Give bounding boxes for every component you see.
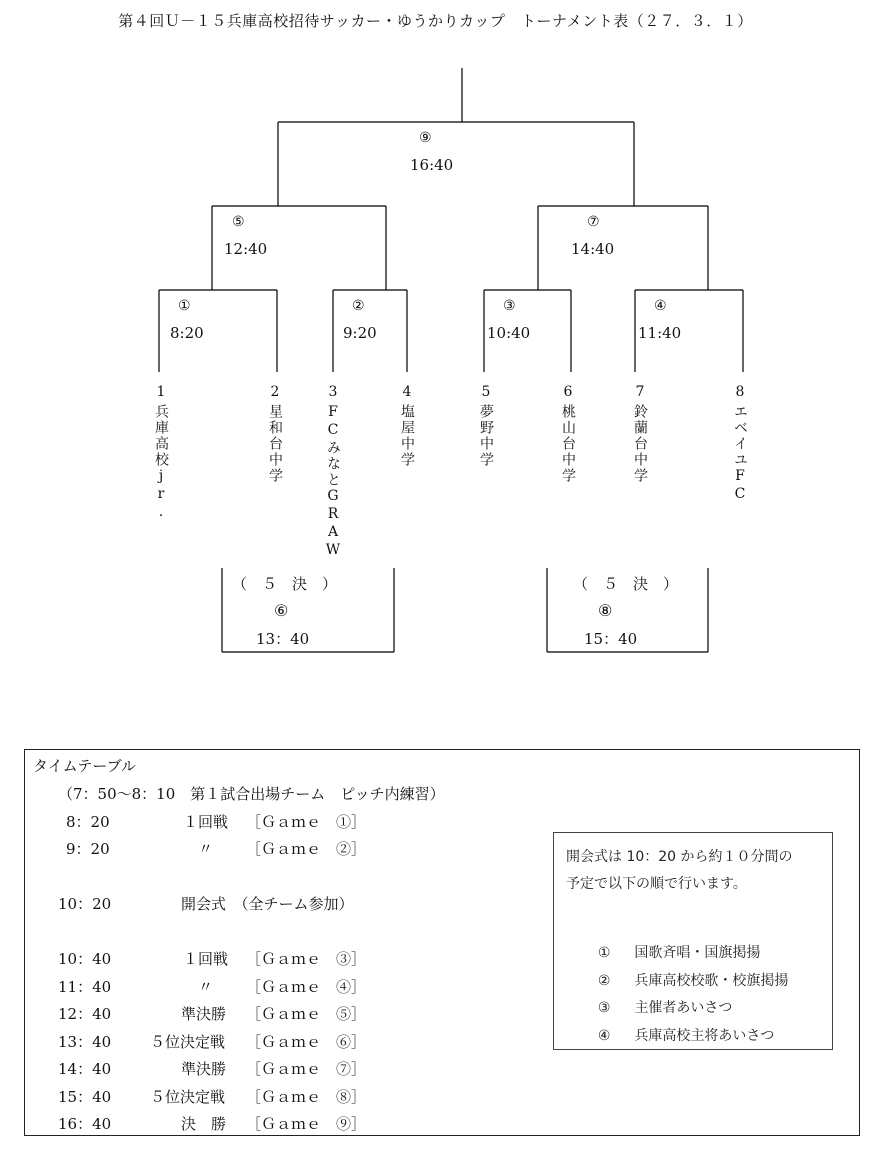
- timetable-row-8-game: ［Ｇａｍｅ ⑦］: [246, 1060, 367, 1078]
- timetable-row-7-game: ［Ｇａｍｅ ⑥］: [246, 1033, 367, 1051]
- team-7-number: 7: [635, 384, 645, 400]
- match-7-time: 14:40: [571, 240, 615, 258]
- timetable-row-7-event: ５位決定戦: [150, 1033, 226, 1051]
- timetable-row-4-time: 10：40: [58, 950, 112, 968]
- timetable-row-9-event: ５位決定戦: [150, 1088, 226, 1106]
- timetable-row-2-event: 〃: [198, 840, 214, 858]
- consolation-6-time: 13：40: [256, 630, 310, 648]
- match-1-time: 8:20: [170, 324, 204, 342]
- notice-item-2-number: ②: [597, 973, 611, 989]
- timetable-row-6-event: 準決勝: [181, 1005, 227, 1023]
- page-title: 第４回Ｕ－１５兵庫高校招待サッカー・ゆうかりカップ トーナメント表（２７．３．１）: [118, 12, 753, 30]
- timetable-row-2-time: 9：20: [66, 840, 110, 858]
- consolation-6-number: ⑥: [274, 601, 289, 620]
- team-8-number: 8: [735, 384, 745, 400]
- timetable-row-8-time: 14：40: [58, 1060, 112, 1078]
- match-4-time: 11:40: [638, 324, 682, 342]
- notice-item-4-text: 兵庫高校主将あいさつ: [634, 1028, 775, 1044]
- match-3-number: ③: [503, 298, 516, 314]
- opening-ceremony-notice: [553, 832, 833, 1050]
- team-7-name: 鈴蘭台中学: [632, 404, 648, 484]
- match-4-number: ④: [654, 298, 667, 314]
- timetable-warmup: （7：50～8：10 第１試合出場チーム ピッチ内練習）: [58, 785, 445, 803]
- team-6-number: 6: [563, 384, 573, 400]
- match-9-number: ⑨: [419, 130, 432, 146]
- consolation-8-number: ⑧: [598, 601, 613, 620]
- timetable-row-6-game: ［Ｇａｍｅ ⑤］: [246, 1005, 367, 1023]
- match-9-time: 16:40: [410, 156, 454, 174]
- team-4-number: 4: [402, 384, 412, 400]
- team-1-name: 兵庫高校jr.: [153, 404, 169, 522]
- team-6-name: 桃山台中学: [560, 404, 576, 484]
- notice-item-4-number: ④: [597, 1028, 611, 1044]
- notice-line-1: 開会式は 10：20 から約１０分間の: [566, 849, 793, 865]
- team-2-name: 星和台中学: [267, 404, 283, 484]
- timetable-row-10-event: 決 勝: [181, 1115, 227, 1133]
- notice-line-2: 予定で以下の順で行います。: [566, 876, 747, 892]
- team-4-name: 塩屋中学: [399, 404, 415, 468]
- team-2-number: 2: [270, 384, 280, 400]
- team-1-number: 1: [156, 384, 166, 400]
- team-5-number: 5: [481, 384, 491, 400]
- consolation-8-time: 15：40: [584, 630, 638, 648]
- timetable-row-8-event: 準決勝: [181, 1060, 227, 1078]
- timetable-row-9-game: ［Ｇａｍｅ ⑧］: [246, 1088, 367, 1106]
- notice-item-4: [580, 1009, 774, 1061]
- notice-item-3-text: 主催者あいさつ: [634, 1000, 733, 1016]
- timetable-row-3-time: 10：20: [58, 895, 112, 913]
- notice-item-1-text: 国歌斉唱・国旗掲揚: [634, 945, 761, 961]
- team-8-name: エベイユFC: [732, 404, 748, 504]
- notice-item-1-number: ①: [597, 945, 611, 961]
- match-5-time: 12:40: [224, 240, 268, 258]
- match-3-time: 10:40: [487, 324, 531, 342]
- notice-item-2-text: 兵庫高校校歌・校旗掲揚: [634, 973, 789, 989]
- timetable-row-4-event: １回戦: [183, 950, 229, 968]
- match-5-number: ⑤: [232, 214, 245, 230]
- timetable-row-10-time: 16：40: [58, 1115, 112, 1133]
- timetable-row-3-event: 開会式 （全チーム参加）: [181, 895, 354, 913]
- team-3-name: FCみなとGRAW: [325, 404, 341, 560]
- team-5-name: 夢野中学: [478, 404, 494, 468]
- timetable-row-4-game: ［Ｇａｍｅ ③］: [246, 950, 367, 968]
- timetable-row-1-event: １回戦: [183, 813, 229, 831]
- timetable-row-5-time: 11：40: [58, 978, 112, 996]
- timetable-row-5-game: ［Ｇａｍｅ ④］: [246, 978, 367, 996]
- match-7-number: ⑦: [587, 214, 600, 230]
- timetable-row-1-game: ［Ｇａｍｅ ①］: [246, 813, 367, 831]
- timetable-row-7-time: 13：40: [58, 1033, 112, 1051]
- match-2-number: ②: [352, 298, 365, 314]
- timetable-row-2-game: ［Ｇａｍｅ ②］: [246, 840, 367, 858]
- consolation-8-label: （ ５ 決 ）: [573, 575, 679, 593]
- team-3-number: 3: [328, 384, 338, 400]
- consolation-6-label: （ ５ 決 ）: [232, 575, 338, 593]
- timetable-row-10-game: ［Ｇａｍｅ ⑨］: [246, 1115, 367, 1133]
- timetable-row-5-event: 〃: [198, 978, 214, 996]
- match-1-number: ①: [178, 298, 191, 314]
- timetable-row-6-time: 12：40: [58, 1005, 112, 1023]
- timetable-row-9-time: 15：40: [58, 1088, 112, 1106]
- match-2-time: 9:20: [343, 324, 377, 342]
- notice-item-3-number: ③: [597, 1000, 611, 1016]
- timetable-row-1-time: 8：20: [66, 813, 110, 831]
- timetable-heading: タイムテーブル: [33, 757, 137, 775]
